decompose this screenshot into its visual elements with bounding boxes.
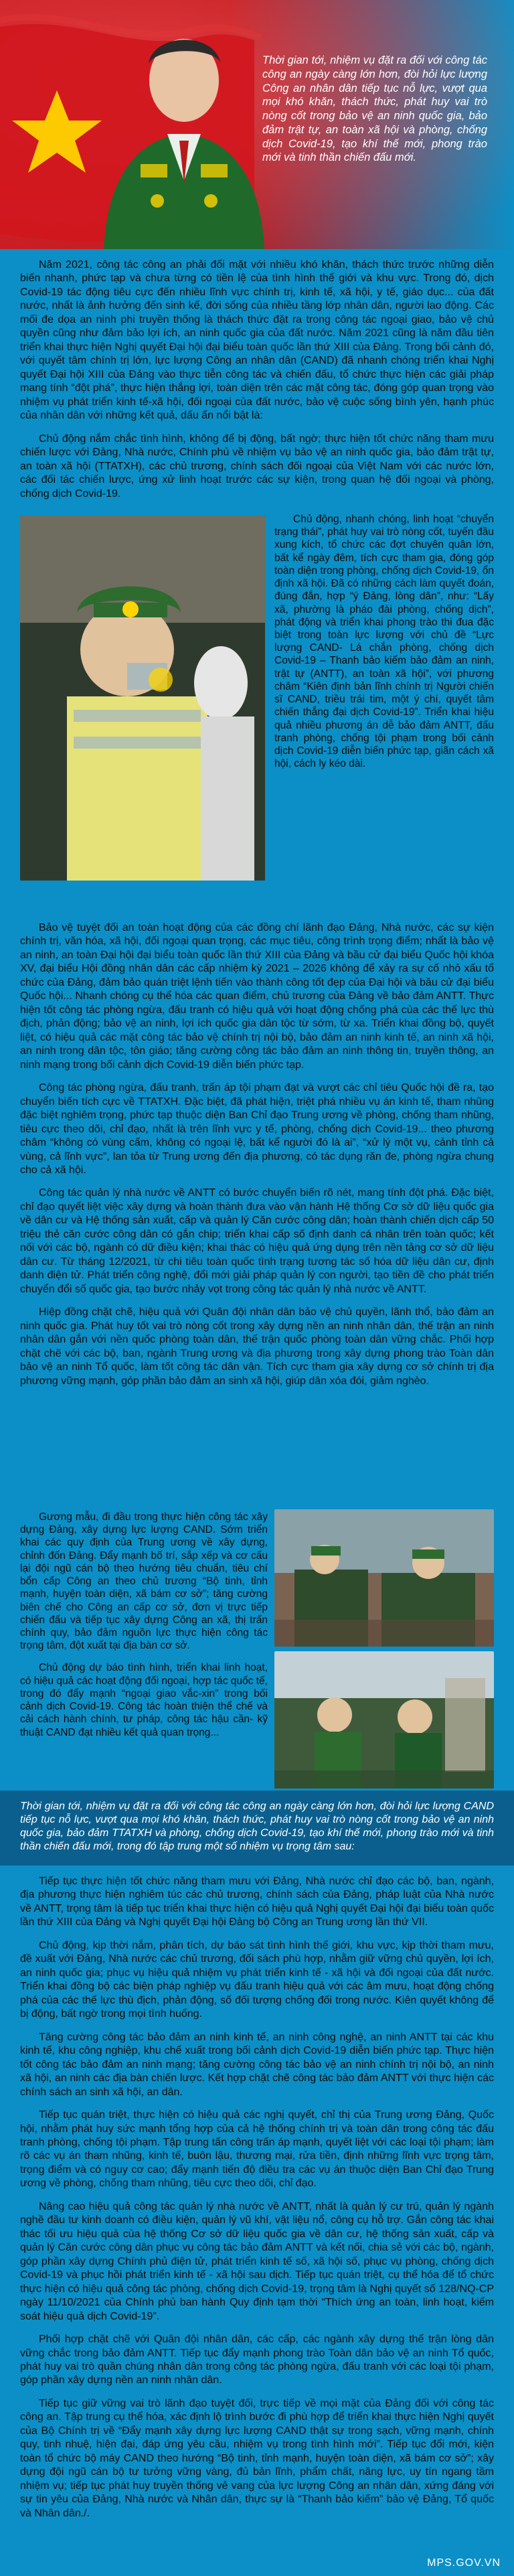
section4-photos <box>274 1503 494 1791</box>
section-3 <box>0 913 514 1503</box>
section4-photo-1 <box>274 1509 494 1647</box>
section-1 <box>0 249 514 504</box>
section-4 <box>0 1503 514 1791</box>
section5-paragraph-1: Tiếp tục thực hiện tốt chức năng tham mưu với Đảng, Nhà nước chỉ đạo các bộ, ban, ngành, địa phương thực hiện nghiêm túc các chủ trương, chính sách của Đảng, pháp luật của Nhà nước về ANTT, trọng tâm là tiếp tục triển khai thực hiện có hiệu quả Nghị quyết Đại hội đại biểu toàn quốc lần thứ XIII của Đảng và Nghị quyết Đại hội Đảng bộ Công an Trung ương lần thứ VII. <box>20 1876 495 1928</box>
section4-text-box <box>20 1511 268 1785</box>
section5-paragraph-2: Chủ động, kịp thời nắm, phân tích, dự báo sát tình hình thế giới, khu vực, kịp thời tham mưu, đề xuất với Đảng, Nhà nước các chủ trương, đối sách phù hợp, nhằm giữ vững chủ quyền, lợi ích, an ninh quốc gia; phục vụ hiệu quả nhiệm vụ phát triển kinh tế - xã hội và đối ngoại của đất nước. Triển khai đồng bộ các biện pháp nghiệp vụ đấu tranh hiệu quả với các âm mưu, hoạt động chống phá của các thế lực thù địch, phản động, số đối tượng chống đối trong nước. Kiên quyết không để bị động, bất ngờ trong mọi tình huống. <box>20 1939 494 2020</box>
section5-paragraph-3: Tăng cường công tác bảo đảm an ninh kinh tế, an ninh công nghệ, an ninh ANTT tại các khu kinh tế, khu công nghiệp, khu chế xuất trong bối cảnh dịch Covid-19 diễn biến phức tạp. Thực hiện tốt công tác bảo đảm an ninh mạng; tăng cường công tác bảo vệ an ninh chính trị nội bộ, an ninh xã hội, an ninh các địa bàn chiến lược. Kết hợp chặt chẽ công tác bảo đảm ANTT với thực hiện các chính sách an sinh xã hội, an dân. <box>20 2031 494 2098</box>
banner-section <box>0 1791 514 1866</box>
section3-paragraph-4: Hiệp đồng chặt chẽ, hiệu quả với Quân đội nhân dân bảo vệ chủ quyền, lãnh thổ, bảo đảm an ninh quốc gia. Phát huy tốt vai trò nòng cốt trong xây dựng nền an ninh nhân dân, thế trận an ninh nhân dân gắn với nền quốc phòng toàn dân, thế trận quốc phòng toàn dân vững chắc. Phối hợp chặt chẽ với các bộ, ban, ngành Trung ương và địa phương trong xây dựng phong trào Toàn dân bảo vệ an ninh Tổ quốc, làm tốt công tác dân vận. Tích cực tham gia xây dựng cơ sở chính trị địa phương vững mạnh, góp phần bảo đảm an sinh xã hội, giúp dân xóa đói, giảm nghèo. <box>20 1306 494 1387</box>
section5-paragraph-5: Nâng cao hiệu quả công tác quản lý nhà nước về ANTT, nhất là quản lý cư trú, quản lý ngành nghề đầu tư kinh doanh có điều kiện, quản lý vũ khí, vật liệu nổ, công cụ hỗ trợ. Gắn công tác khai thác tối ưu hiệu quả của hệ thống Cơ sở dữ liệu quốc gia về dân cư, hệ thống sản xuất, cấp và quản lý Căn cước công dân phục vụ công tác bảo đảm ANTT và kết nối, chia sẻ với các bộ, ngành, góp phần xây dựng Chính phủ điện tử, phát triển kinh tế số, xã hội số, phục vụ phòng, chống dịch Covid-19 và phục hồi phát triển kinh tế - xã hội sau dịch. Tiếp tục quán triệt, cụ thể hóa để tổ chức thực hiện có hiệu quả công tác phòng, chống dịch Covid-19, trọng tâm là Nghị quyết số 128/NQ-CP ngày 11/10/2021 của Chính phủ ban hành Quy định tạm thời “Thích ứng an toàn, linh hoạt, kiểm soát hiệu quả dịch Covid-19”. <box>20 2200 494 2322</box>
section3-paragraph-1: Bảo vệ tuyệt đối an toàn hoạt động của các đồng chí lãnh đạo Đảng, Nhà nước, các sự kiện chính trị, văn hóa, xã hội, đối ngoại quan trọng, các mục tiêu, công trình trọng điểm; nhất là bảo vệ an ninh, an toàn Đại hội đại biểu toàn quốc lần thứ XIII của Đảng và bầu cử đại biểu Quốc hội khóa XV, đại biểu Hội đồng nhân dân các cấp nhiệm kỳ 2021 – 2026 không để xảy ra sự cố nhỏ xấu tổ chức của Đảng, đảm bảo quán triệt lệnh tiến vào thành công tốt đẹp của Đại hội và bầu cử đại biểu Quốc hội... Nhanh chóng cụ thể hóa các quan điểm, chủ trương của Đảng về bảo đảm ANTT. Thực hiện tốt công tác phòng ngừa, đấu tranh có hiệu quả với hoạt động chống phá của các thế lực thù địch, phản động; bảo vệ an ninh, lợi ích quốc gia dân tộc từ sớm, từ xa. Triển khai đồng bộ, quyết liệt, có hiệu quả các mặt công tác bảo vệ chính trị nội bộ, bảo đảm an ninh kinh tế, an ninh xã hội, an ninh trong dân tộc, tôn giáo; tăng cường công tác bảo đảm an ninh thông tin, truyền thông, an ninh mạng trong bối cảnh dịch Covid-19 diễn biến phức tạp. <box>20 922 494 1071</box>
section2-paragraph-1: Chủ động, nhanh chóng, linh hoạt “chuyển trạng thái”, phát huy vai trò nòng cốt, tuyến đầu xung kích, tổ chức các đợt chuyên quân lớn, bất kể ngày đêm, tích cực tham gia, đóng góp toàn diện trong phòng, chống dịch Covid-19, ổn định xã hội. Đã có những cách làm quyết đoán, đúng đắn, hợp “ý Đảng, lòng dân”, như: “Lấy xã, phường là pháo đài phòng, chống dịch”, phát động và triển khai phong trào thi đua đặc biệt trong toàn lực lượng với chủ đề “Lực lượng CAND- Lá chắn phòng, chống dịch Covid-19 – Thanh bảo kiếm bảo đảm an ninh, trật tự (ANTT), an toàn xã hội”, với phương châm “Kiên định bản lĩnh chính trị Người chiến sĩ CAND, triều trái tim, một ý chí, quyết tâm chiến thắng đại dịch Covid-19”. Triển khai hiệu quả nhiều phương án dễ bảo đảm ANTT, đấu tranh phòng, chống tội phạm trong bối cảnh dịch Covid-19 diễn biến phức tạp, giãn cách xã hội, cách ly kéo dài. <box>274 514 494 770</box>
section4-photo-2 <box>274 1651 494 1789</box>
banner-text-box <box>20 1800 494 1854</box>
section1-paragraph-1: Năm 2021, công tác công an phải đối mặt với nhiều khó khăn, thách thức trước những diễn biến nhanh, phức tạp và chưa từng có tiền lệ của tình hình thế giới và khu vực. Trong đó, dịch Covid-19 tác động tiêu cực đến nhiều lĩnh vực chính trị, kinh tế, xã hội, y tế, giáo dục... của đất nước, nhất là ảnh hưởng đến sinh kế, đời sống của nhiều tầng lớp nhân dân, người lao động. Các mối đe dọa an ninh phi truyền thống là thách thức đặt ra trong công tác ngoại giao, bảo vệ chủ quyền cũng như đảm bảo lợi ích, an ninh quốc gia của đất nước. Năm 2021 cũng là năm đầu tiên triển khai thực hiện Nghị quyết Đại hội đại biểu toàn quốc lần thứ XIII của Đảng. Trong bối cảnh đó, với quyết tâm chính trị lớn, lực lượng Công an nhân dân (CAND) đã nhanh chóng triển khai Nghị quyết Đại hội XIII của Đảng vào thực tiễn công tác và chiến đấu, tổ chức thực hiện các giải pháp mang tính “đột phá”, thực hiện thắng lợi, toàn diện trên các mặt công tác, đóng góp quan trọng vào nhiệm vụ phát triển kinh tế-xã hội, đối ngoại của đất nước, bảo vệ cuộc sống bình yên, hạnh phúc của nhân dân với những kết quả, dấu ấn nổi bật là: <box>20 259 494 422</box>
footer <box>0 2553 514 2576</box>
banner-text: Thời gian tới, nhiệm vụ đặt ra đối với công tác công an ngày càng lớn hơn, đòi hỏi lực lượng CAND tiếp tục nỗ lực, vượt qua mọi khó khăn, thách thức, phát huy vai trò nòng cốt trong bảo vệ an ninh quốc gia, bảo đảm TTATXH và phòng, chống dịch Covid-19, tạo khí thế mới, phong trào mới và tinh thần chiến đấu mới, trong đó tập trung một số nhiệm vụ trọng tâm sau: <box>20 1801 494 1853</box>
section5-paragraph-6: Phối hợp chặt chẽ với Quân đội nhân dân, các cấp, các ngành xây dựng thế trận lòng dân vững chắc trong bảo đảm ANTT. Tiếp tục đẩy mạnh phong trào Toàn dân bảo vệ an ninh Tổ quốc, phát huy vai trò quần chúng nhân dân trong công tác phòng ngừa, đấu tranh với các loại tội phạm, góp phần xây dựng nền an ninh nhân dân. <box>20 2334 494 2386</box>
section1-paragraph-2: Chủ động nắm chắc tình hình, không để bị động, bất ngờ; thực hiện tốt chức năng tham mưu chiến lược với Đảng, Nhà nước, Chính phủ về nhiệm vụ bảo vệ an ninh quốc gia, bảo đảm trật tự, an toàn xã hội (TTATXH), các chủ trương, chính sách đối ngoại của Việt Nam với các nước lớn, các đối tác chiến lược, ứng xử linh hoạt trước các sự kiện, trong quan hệ đối ngoại và phòng, chống dịch Covid-19. <box>20 433 494 500</box>
section4-paragraph-1: Gương mẫu, đi đầu trong thực hiện công tác xây dựng Đảng, xây dựng lực lượng CAND. Sớm triển khai các quy định của Trung ương về xây dựng, chỉnh đốn Đảng. Đẩy mạnh bố trí, sắp xếp và cơ cấu lại đội ngũ cán bộ theo hướng tiêu chuẩn, tiêu chí bổn cấp Công an theo chủ trương “Bộ tinh, tỉnh mạnh, huyện toàn diện, xã bám cơ sở”; tăng cường biên chế cho Công an cấp cơ sở, đơn vị trực tiếp chiến đấu và tiếp tục xây dựng Công an xã, thị trấn chính quy, bảo đảm nguồn lực thực hiện công tác trọng tâm, đột xuất tại địa bàn cơ sở. <box>20 1511 268 1652</box>
section-2 <box>0 504 514 913</box>
section5-paragraph-4: Tiếp tục quán triệt, thực hiện có hiệu quả các nghị quyết, chỉ thị của Trung ương Đảng, Quốc hội, nhằm phát huy sức mạnh tổng hợp của cả hệ thống chính trị và toàn dân trong công tác đấu tranh phòng, chống tội phạm. Tập trung tấn công trấn áp mạnh, quyết liệt với các loại tội phạm; làm rõ các vụ án tham nhũng, kinh tế, buôn lậu, thương mại, rửa tiền, định những lĩnh vực trọng tâm, trọng điểm và có nguy cơ cao; đẩy mạnh tiến độ điều tra các vụ án thuộc diện Ban Chỉ đạo Trung ương về phòng, chống tham nhũng, tiêu cực theo dõi, chỉ đạo. <box>20 2109 494 2190</box>
source-credit: MPS.GOV.VN <box>427 2557 501 2569</box>
section5-paragraph-7: Tiếp tục giữ vững vai trò lãnh đạo tuyệt đối, trực tiếp về mọi mặt của Đảng đối với công tác công an. Tập trung cụ thể hóa, xác định lộ trình bước đi phù hợp để triển khai thực hiện Nghị quyết của Bộ Chính trị về “Đẩy mạnh xây dựng lực lượng CAND thật sự trong sạch, vững mạnh, chính quy, tinh nhuệ, hiện đại, đáp ứng yêu cầu, nhiệm vụ trong tình hình mới”. Tiếp tục đổi mới, kiện toàn tổ chức bộ máy CAND theo hướng “Bộ tinh, tỉnh mạnh, huyện toàn diện, xã bám cơ sở”; xây dựng đội ngũ cán bộ tư tưởng vững vàng, đủ bản lĩnh, phẩm chất, năng lực, uy tín ngang tầm nhiệm vụ; tiếp tục phát huy truyền thống vẻ vang của lực lượng Công an nhân dân, xứng đáng với sự tin yêu của Đảng, Nhà nước và Nhân dân, thực sự là “Thanh bảo kiếm” bảo vệ Đảng, Tổ quốc và Nhân dân./. <box>20 2397 494 2519</box>
section2-text-box <box>274 513 494 901</box>
hero-section <box>0 0 514 249</box>
section4-paragraph-2: Chủ động dự báo tình hình, triển khai linh hoạt, có hiệu quả các hoạt động đối ngoại, hợp tác quốc tế, trong đó đẩy mạnh “ngoại giao vắc-xin” trong bối cảnh dịch Covid-19. Công tác hoàn thiện thể chế và cải cách hành chính, tư pháp, công tác hậu cần- kỹ thuật CAND đạt nhiều kết quả quan trọng... <box>20 1662 268 1738</box>
hero-intro-text: Thời gian tới, nhiệm vụ đặt ra đối với công tác công an ngày càng lớn hơn, đòi hỏi lực lượng Công an nhân dân tiếp tục nỗ lực, vượt qua mọi khó khăn, thách thức, phát huy vai trò nòng cốt trong bảo vệ an ninh quốc gia, bảo đảm trật tự, an toàn xã hội và phòng, chống dịch Covid-19, tạo khí thế mới, phong trào mới và tinh thần chiến đấu mới. <box>262 54 487 164</box>
section-5 <box>0 1866 514 2576</box>
section3-paragraph-3: Công tác quản lý nhà nước về ANTT có bước chuyển biến rõ nét, mang tính đột phá. Đặc biệt, chỉ đạo quyết liệt việc xây dựng và hoàn thành đưa vào vận hành Hệ thống Cơ sở dữ liệu quốc gia về dân cư và Hệ thống sản xuất, cấp và quản lý Căn cước công dân; hoàn thành chiến dịch cấp 50 triệu thẻ căn cước công dân có gắn chip; triển khai cấp số định danh cá nhân trên toàn quốc; kết nối với các bộ, ngành có dữ điều kiện; khai thác có hiệu quả ứng dụng trên nền tảng cơ sở dữ liệu dân cư. Từ tháng 12/2021, từ chi tiêu toàn quốc tình trạng tương tác số hóa dữ liệu dân cư, định danh điện tử. Phát triển công nghệ, đổi mới giải pháp quản lý con người, tạo tiền đề cho phát triển chuyển đổi số quốc gia, tạo bước nhảy vọt trong công tác quản lý nhà nước về ANTT. <box>20 1187 494 1295</box>
section2-photo <box>20 516 265 881</box>
hero-intro-box <box>262 54 487 165</box>
section3-paragraph-2: Công tác phòng ngừa, đấu tranh, trấn áp tội phạm đạt và vượt các chỉ tiêu Quốc hội đề ra, tạo chuyển biến tích cực về TTATXH. Đặc biệt, đã phát hiện, triệt phá nhiều vụ án kinh tế, tham nhũng đặc biệt nghiêm trọng, phức tạp thuộc diện Ban Chỉ đạo Trung ương về phòng, chống tham nhũng, tiêu cực theo dõi, chỉ đạo, nhất là trên lĩnh vực y tế, phòng, chống dịch Covid-19... theo phương châm “không có vùng cấm, không có ngoại lệ, bất kể người đó là ai”, “xử lý một vụ, cảnh tỉnh cả vùng, cả lĩnh vực”, lan tỏa từ Trung ương đến địa phương, có tác dụng răn đe, phòng ngừa chung cho cả xã hội. <box>20 1082 494 1176</box>
